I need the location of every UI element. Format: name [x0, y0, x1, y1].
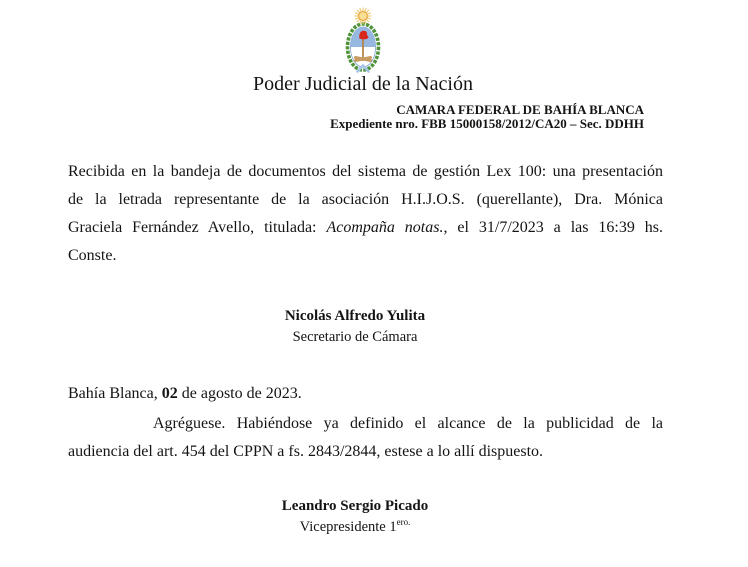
court-name: CAMARA FEDERAL DE BAHÍA BLANCA — [396, 102, 644, 117]
vicepresident-role — [282, 517, 428, 538]
receipt-line-3-pre: Graciela Fernández Avello, titulada: — [68, 219, 327, 236]
decree-line-2: audiencia del art. 454 del CPPN a fs. 2843/2844, estese a lo allí dispuesto. — [68, 443, 544, 460]
coat-of-arms-icon — [337, 7, 389, 73]
receipt-note-paragraph — [68, 158, 663, 270]
receipt-line-3-post: , el 31/7/2023 a las 16:39 hs. — [443, 219, 664, 236]
vicepresident-name: Leandro Sergio Picado — [281, 498, 429, 514]
date-day: 02 — [161, 385, 178, 402]
date-rest: de agosto de 2023. — [177, 385, 302, 402]
decree-paragraph — [68, 410, 663, 466]
receipt-line-4: Conste. — [68, 247, 117, 264]
receipt-line-1: Recibida en la bandeja de documentos del sistema de gestión Lex 100: una presentación — [68, 163, 663, 180]
vicepresident-role-ordinal: ero. — [396, 517, 411, 528]
page-title: Poder Judicial de la Nación — [253, 73, 473, 95]
document-title-italic: Acompaña notas. — [326, 219, 444, 236]
vicepresident-role-text: Vicepresidente 1 — [299, 519, 397, 535]
receipt-line-3 — [68, 214, 663, 242]
case-number: Expediente nro. FBB 15000158/2012/CA20 – Sec. DDHH — [330, 116, 644, 131]
decree-line-1: Agréguese. Habiéndose ya definido el alcance de la publicidad de la — [153, 415, 663, 432]
receipt-line-2: de la letrada representante de la asociación H.I.J.O.S. (querellante), Dra. Mónica — [68, 191, 663, 208]
secretary-name: Nicolás Alfredo Yulita — [284, 308, 426, 324]
vicepresident-signature-block — [282, 496, 428, 538]
decree-date-line — [68, 380, 663, 408]
case-caption — [330, 103, 644, 131]
date-place: Bahía Blanca, — [68, 385, 162, 402]
secretary-signature-block — [285, 306, 425, 348]
secretary-role: Secretario de Cámara — [292, 329, 418, 345]
